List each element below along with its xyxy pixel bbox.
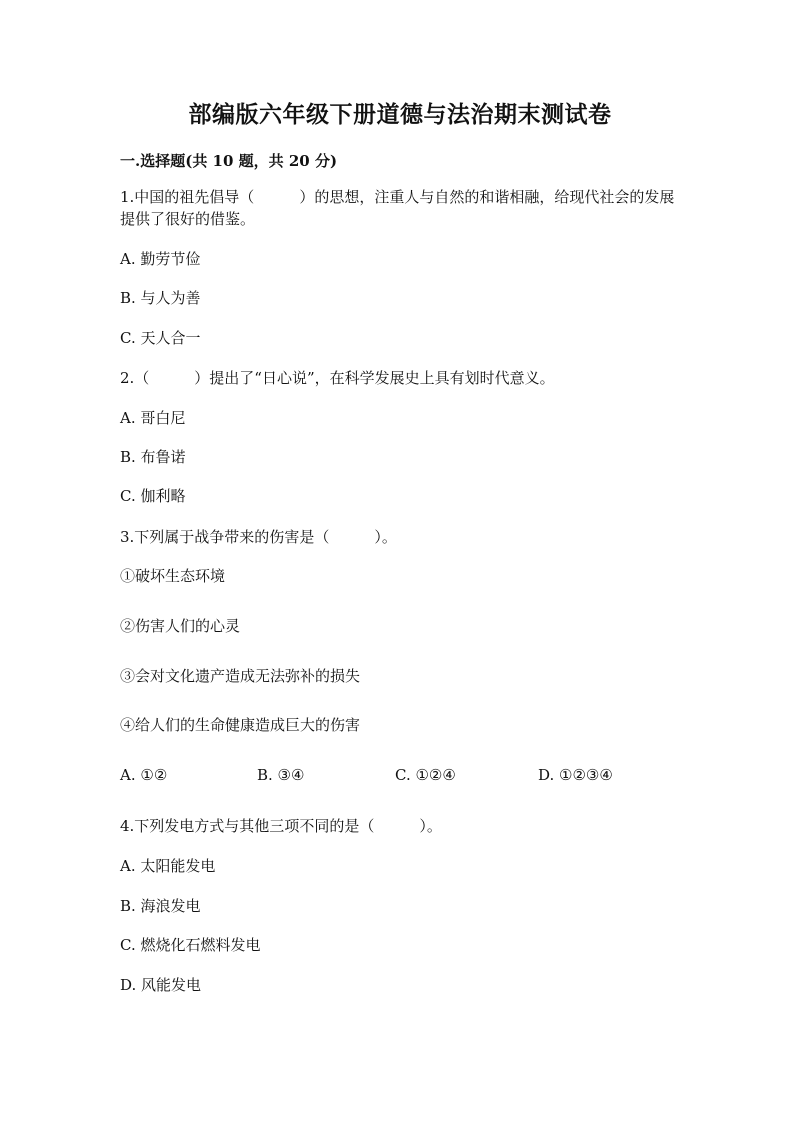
question-3-option-b: B. ③④: [257, 766, 305, 784]
question-3-statement-4: ④给人们的生命健康造成巨大的伤害: [120, 716, 361, 734]
question-3-text: 3.下列属于战争带来的伤害是（ ）。: [120, 528, 397, 546]
question-1-option-a: A. 勤劳节俭: [120, 250, 201, 268]
section-heading: 一.选择题(共 10 题，共 20 分): [120, 152, 338, 170]
question-1-option-c: C. 天人合一: [120, 329, 201, 347]
question-3-option-c: C. ①②④: [395, 766, 456, 784]
question-3-statement-2: ②伤害人们的心灵: [120, 617, 241, 635]
question-2-option-b: B. 布鲁诺: [120, 448, 186, 466]
question-4-text: 4.下列发电方式与其他三项不同的是（ ）。: [120, 817, 442, 835]
question-3-statement-3: ③会对文化遗产造成无法弥补的损失: [120, 667, 361, 685]
question-1-option-b: B. 与人为善: [120, 289, 201, 307]
question-3-option-d: D. ①②③④: [538, 766, 613, 784]
question-3-statement-1: ①破坏生态环境: [120, 567, 226, 585]
question-4-option-d: D. 风能发电: [120, 976, 202, 994]
exam-title: 部编版六年级下册道德与法治期末测试卷: [188, 101, 612, 128]
question-2-option-a: A. 哥白尼: [120, 409, 186, 427]
question-4-option-a: A. 太阳能发电: [120, 857, 216, 875]
question-2-text: 2.（ ）提出了“日心说”，在科学发展史上具有划时代意义。: [120, 369, 555, 387]
question-4-option-c: C. 燃烧化石燃料发电: [120, 936, 261, 954]
question-1-text: 1.中国的祖先倡导（ ）的思想，注重人与自然的和谐相融，给现代社会的发展提供了很好的借鉴。: [120, 188, 675, 228]
question-4-option-b: B. 海浪发电: [120, 897, 201, 915]
question-2-option-c: C. 伽利略: [120, 487, 186, 505]
question-3-option-a: A. ①②: [120, 766, 168, 784]
